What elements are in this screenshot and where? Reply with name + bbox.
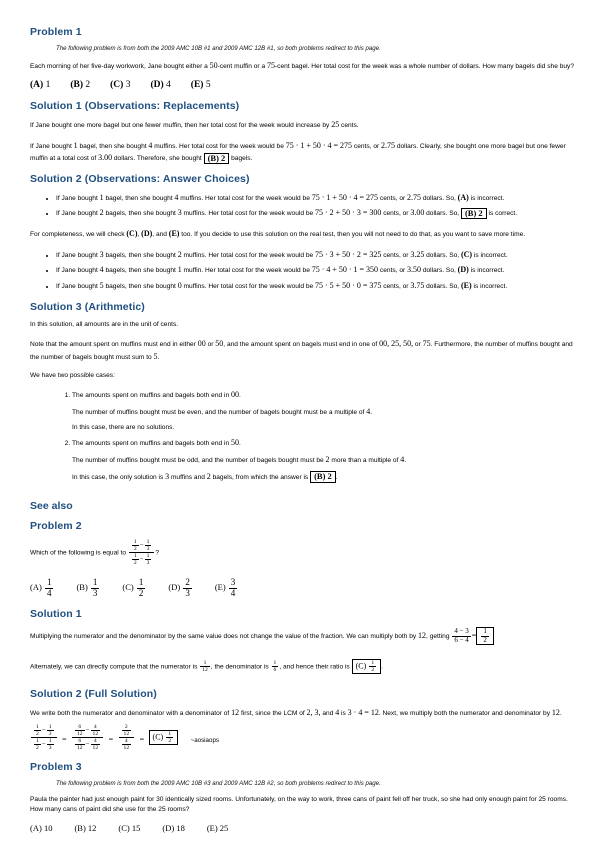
s3-c2-p1v1: 2	[325, 455, 330, 465]
p3-choice-b-value: 12	[87, 823, 97, 834]
s3-l2-v1: 00	[197, 339, 206, 349]
p2s1-eq: =	[471, 631, 477, 641]
p2s2-t2-nf2: $\frac{4}{12}$	[92, 723, 99, 737]
s3-l2-v4: 75	[422, 339, 431, 349]
s2-b1-d: cents, or	[381, 210, 411, 218]
s1-l2-d: cents, or	[352, 142, 382, 150]
choice-e	[191, 80, 211, 90]
s1-l2-eq: 75 · 1 + 50 · 4 = 275	[285, 140, 353, 150]
s3-c2-head-b: .	[238, 440, 241, 448]
p2s1-l1b: , getting	[426, 633, 452, 641]
s2-mid-c: (C)	[126, 229, 138, 239]
s2-c1-e: dollars. So,	[421, 267, 458, 275]
p2s1-l2b: , the denominator is	[210, 663, 271, 671]
s2-c0-b: bagels, then she bought	[103, 251, 178, 259]
p2s2-eq3: =	[139, 734, 145, 744]
p2s2-t1-nf2: $\frac{1}{3}$	[48, 723, 52, 737]
s3-case2-p2	[72, 471, 582, 484]
choice-e-value: 5	[205, 80, 211, 91]
s2-c1-b: bagels, then she bought	[103, 267, 178, 275]
p2s1-answer-frac: $\frac{1}{2}$	[483, 627, 487, 644]
s2-c1-n1: 4	[99, 265, 104, 275]
p2s2-eq1: =	[62, 734, 67, 744]
s2-c2-eq: 75 · 5 + 50 · 0 = 375	[315, 281, 382, 291]
s3-case1-p2: In this case, there are no solutions.	[72, 423, 175, 431]
p2-choice-b-frac: $\frac{1}{3}$	[92, 576, 98, 598]
p2-cfrac-den-f2: $\frac{1}{3}$	[146, 552, 150, 566]
s2-c0-e: dollars. So,	[424, 251, 461, 259]
p3-choice-a	[30, 823, 52, 833]
s3-l2-f: .	[157, 353, 160, 361]
p2s2-l1c: and	[320, 710, 336, 718]
choice-c	[110, 80, 130, 90]
p2-choice-a	[30, 578, 54, 598]
list-item	[56, 280, 582, 293]
choice-b-label: (B)	[70, 80, 83, 91]
s3-l2-v5: 5	[153, 351, 158, 361]
s3-c2-head-a: The amounts spent on muffins and bagels both end in	[72, 440, 231, 448]
p2-cfrac-num	[129, 539, 155, 552]
s2-c0-n1: 3	[99, 249, 104, 259]
s3-c2-p2v2: 2	[206, 471, 211, 481]
p2-choice-b-label: (B)	[76, 581, 88, 592]
s2-c1-f: is incorrect.	[468, 267, 505, 275]
s2-b0-n2: 4	[174, 192, 179, 202]
s3-c2-p1c: .	[404, 457, 407, 465]
choice-a	[30, 80, 50, 90]
s1-increase: 25	[331, 120, 340, 130]
s3-c1-head-a: The amounts spent on muffins and bagels both end in	[72, 392, 231, 400]
s2-c1-a: If Jane bought	[56, 267, 100, 275]
s2-c1-d: cents, or	[378, 267, 408, 275]
problem-2-choices	[30, 578, 582, 598]
p2s2-t1: $\frac{1}{2}$ − $\frac{1}{3}$ $\frac{1}{2}$ − $\frac{1}{3}$	[31, 724, 57, 751]
solution-1-line-2	[30, 140, 582, 165]
s2-mid-6: too. If you decide to use this solution on the real test, then you will not need to do that, as you want to save more time.	[179, 231, 526, 239]
s3-c2-p1b: more than a multiple of	[329, 457, 401, 465]
p2-choice-b	[76, 578, 100, 598]
s2-b0-ans: (A)	[457, 192, 469, 202]
p2s1-l2c: , and hence their ratio is	[279, 663, 352, 671]
p2s1-l1a: Multiplying the numerator and the denominator by the same value does not change the value of the fraction. We can multiply both by	[30, 633, 419, 641]
p2s2-t2-df2: $\frac{4}{12}$	[92, 737, 99, 751]
p2s2-answer-box	[149, 730, 179, 745]
s2-c2-n2: 0	[177, 281, 182, 291]
p2s1-l2a: Alternately, we can directly compute that the numerator is	[30, 663, 200, 671]
solution-3-line-3: We have two possible cases:	[30, 371, 115, 379]
s3-l2-e: . Furthermore, the number of muffins bought and the number of bagels bought must sum to	[30, 341, 573, 361]
problem-1-statement	[30, 60, 582, 72]
s2-b0-c: muffins. Her total cost for the week would be	[178, 194, 312, 202]
p2s2-l1v4: 3 · 4 = 12	[347, 708, 379, 718]
solution-2-bullets-first	[30, 192, 582, 221]
p3-choice-b-label: (B)	[74, 823, 86, 834]
s2-b1-b: bagels, then she bought	[103, 210, 178, 218]
p2-choice-c	[122, 578, 146, 598]
p3-choice-e-label: (E)	[206, 823, 218, 834]
s2-b1-n1: 2	[99, 208, 104, 218]
problem-3-heading: Problem 3	[30, 760, 82, 773]
p2-choice-e-label: (E)	[214, 581, 226, 592]
s2-b1-eq: 75 · 2 + 50 · 3 = 300	[315, 208, 382, 218]
p2-cfrac	[129, 539, 155, 566]
p2s2-credit: ~aosiaops	[190, 736, 219, 744]
s3-c1-p1b: .	[370, 408, 373, 416]
s2-b0-eq: 75 · 1 + 50 · 4 = 275	[311, 192, 379, 202]
s2-c0-eq: 75 · 3 + 50 · 2 = 325	[315, 249, 382, 259]
s3-c2-head-v: 50	[230, 438, 239, 448]
s2-c1-c: muffin. Her total cost for the week would be	[181, 267, 312, 275]
list-item	[72, 389, 582, 433]
s2-b0-dollars: 2.75	[407, 192, 422, 202]
p3-choice-a-value: 10	[43, 823, 53, 834]
s2-c2-c: muffins. Her total cost for the week would be	[181, 283, 315, 291]
solution-1-heading: Solution 1 (Observations: Replacements)	[30, 100, 240, 113]
solution-3-line-2	[30, 338, 582, 363]
s3-l2-a: Note that the amount spent on muffins must end in either	[30, 341, 198, 349]
choice-a-label: (A)	[30, 80, 44, 91]
p2-solution-2-equation	[30, 724, 582, 751]
s3-answer-box: (B) 2	[310, 471, 336, 483]
s2-mid-4: , and	[152, 231, 169, 239]
s1-l2-a: If Jane bought	[30, 142, 74, 150]
s2-b0-a: If Jane bought	[56, 194, 100, 202]
solution-3-cases	[30, 389, 582, 484]
s2-c2-n1: 5	[99, 281, 104, 291]
s3-case1-p1	[72, 406, 582, 419]
s2-c0-f: is incorrect.	[472, 251, 508, 259]
p2-choice-e	[215, 578, 238, 598]
s2-mid-0: For completeness, we will check	[30, 231, 127, 239]
s2-b0-f: is incorrect.	[468, 194, 505, 202]
p3-choice-c-value: 15	[131, 823, 141, 834]
p1-stmt-c: -cent bagel. Her total cost for the week was a whole number of dollars. How many bagels did she buy?	[274, 63, 575, 70]
p2s1-l1v: 12	[418, 631, 427, 641]
s3-c2-p2a: In this case, the only solution is	[72, 473, 166, 481]
p2s1-l2-ans-lab: (C)	[355, 661, 367, 671]
p2s2-t1-df1: $\frac{1}{2}$	[36, 737, 39, 751]
s1-l2-n1: 1	[73, 140, 78, 150]
p3-choice-c	[118, 823, 140, 833]
s1-l2-dollars: 2.75	[381, 140, 396, 150]
s3-c1-head-v: 00	[230, 390, 239, 400]
p2s2-l1b: first, since the LCM of	[239, 710, 307, 718]
list-item	[56, 249, 582, 262]
p2-solution-1-line-2	[30, 659, 582, 674]
s2-c0-n2: 2	[177, 249, 182, 259]
p3-choice-d-value: 18	[176, 823, 185, 834]
p2s2-ans-frac: $\frac{1}{2}$	[168, 730, 172, 744]
choice-d-value: 4	[166, 80, 171, 91]
s2-c2-f: is incorrect.	[471, 283, 508, 291]
p2s2-eq2: =	[108, 734, 114, 744]
solution-2-bullets-rest	[30, 249, 582, 293]
p3-choice-e	[207, 823, 228, 833]
choice-d	[150, 80, 170, 90]
s3-l2-v2: 50	[215, 339, 224, 349]
p2-choice-a-label: (A)	[30, 581, 42, 592]
s2-c1-eq: 75 · 4 + 50 · 1 = 350	[311, 265, 379, 275]
list-item	[56, 264, 582, 277]
s1-l1-b: cents.	[339, 122, 359, 130]
p2s2-t3	[119, 724, 135, 751]
s3-c2-p2v1: 3	[165, 471, 170, 481]
solution-3-line-1: In this solution, all amounts are in the unit of cents.	[30, 320, 179, 328]
p2-choice-a-frac: $\frac{1}{4}$	[46, 576, 52, 598]
p2s2-ans-lab: (C)	[152, 732, 164, 742]
p3-choice-e-value: 25	[219, 823, 229, 834]
p2s1-result-frac: $\frac{4 - 3}{6 - 4}$	[454, 627, 469, 644]
s2-b0-b: bagel, then she bought	[103, 194, 175, 202]
p2s1-l2-ans-frac: $\frac{1}{2}$	[371, 660, 375, 674]
p2-cfrac-num-minus: −	[139, 540, 144, 549]
s2-c0-ans: (C)	[460, 249, 473, 259]
p2-solution-1-heading: Solution 1	[30, 608, 82, 621]
p2s2-l1v5: 12	[551, 708, 560, 718]
s3-c1-p1v: 4	[366, 406, 371, 416]
p2-choice-c-label: (C)	[122, 581, 134, 592]
p2-cfrac-den-minus: −	[139, 554, 144, 563]
s3-c2-p2d: .	[335, 473, 338, 481]
s2-b1-dollars: 3.00	[410, 208, 425, 218]
p2-stmt: Which of the following is equal to	[30, 549, 127, 556]
p2s1-l2-f1: $\frac{1}{12}$	[202, 660, 208, 674]
p2s2-t2: $\frac{6}{12}$ − $\frac{4}{12}$ $\frac{6}{12}$ − $\frac{4}{12}$	[72, 724, 103, 751]
solution-1-line-1	[30, 119, 582, 131]
p2s2-l1v1: 12	[231, 708, 240, 718]
s1-l2-c: muffins. Her total cost for the week would be	[152, 142, 286, 150]
p1-muffin-cost: 50	[209, 61, 218, 70]
list-item	[56, 207, 582, 220]
s1-l2-total: 3.00	[98, 153, 113, 163]
s2-b1-answer-box: (B) 2	[461, 208, 487, 220]
p2-complex-fraction	[128, 539, 156, 566]
solution-2-middle	[30, 228, 582, 240]
p2s1-l2-answer-box	[352, 659, 382, 674]
choice-d-label: (D)	[150, 80, 164, 91]
s1-answer-box: (B) 2	[204, 153, 230, 165]
solution-3-heading: Solution 3 (Arithmetic)	[30, 300, 145, 313]
p3-choice-d-label: (D)	[162, 823, 175, 834]
s2-c2-ans: (E)	[460, 281, 472, 291]
s3-c2-p1a: The number of muffins bought must be odd, and the number of bagels bought must be	[72, 457, 326, 465]
s2-b1-a: If Jane bought	[56, 210, 100, 218]
choice-c-value: 3	[125, 80, 131, 91]
s3-c1-p1a: The number of muffins bought must be even, and the number of bagels bought must be a multiple of	[72, 408, 367, 416]
s2-c0-a: If Jane bought	[56, 251, 100, 259]
s2-c0-d: cents, or	[381, 251, 411, 259]
p3-choice-a-label: (A)	[30, 823, 42, 834]
p2s2-t3-nf: $\frac{2}{12}$	[123, 723, 130, 737]
p2-choice-e-frac: $\frac{3}{4}$	[230, 576, 236, 598]
s2-c1-n2: 1	[177, 265, 182, 275]
p2s2-t2-df1: $\frac{6}{12}$	[76, 737, 83, 751]
s2-mid-d: (D)	[141, 229, 153, 239]
problem-1-heading: Problem 1	[30, 26, 82, 38]
p3-choice-c-label: (C)	[118, 823, 130, 834]
see-also-heading: See also	[30, 499, 73, 512]
s2-c2-dollars: 3.75	[410, 281, 425, 291]
p2s1-answer-box	[476, 627, 494, 645]
choice-b-value: 2	[85, 80, 91, 91]
s2-c1-dollars: 3.50	[407, 265, 422, 275]
p2-cfrac-num-f2: $\frac{1}{3}$	[146, 538, 150, 552]
s2-b0-e: dollars. So,	[421, 194, 458, 202]
p2s2-t2-nf1: $\frac{6}{12}$	[76, 723, 83, 737]
s2-c2-b: bagels, then she bought	[103, 283, 178, 291]
s3-c2-p1v2: 4	[400, 455, 405, 465]
s2-c2-e: dollars. So,	[424, 283, 461, 291]
p2s2-l1d: is	[339, 710, 348, 718]
s2-b0-n1: 1	[99, 192, 104, 202]
s1-l2-n2: 4	[148, 140, 153, 150]
s3-case2-p1	[72, 454, 582, 467]
p2s1-l2d: .	[381, 663, 383, 671]
s2-b0-d: cents, or	[378, 194, 408, 202]
p2s2-l1v3: 4	[335, 708, 340, 718]
s2-c1-ans: (D)	[457, 265, 469, 275]
p2-solution-2-heading: Solution 2 (Full Solution)	[30, 688, 157, 701]
s3-l2-c: , and the amount spent on bagels must end in one of	[223, 341, 380, 349]
p2-solution-1-line-1	[30, 627, 582, 645]
choice-a-value: 1	[45, 80, 51, 91]
p2s2-l1f: .	[559, 710, 562, 718]
s3-c1-head-b: .	[238, 392, 241, 400]
list-item	[56, 192, 582, 205]
s3-l2-v3: 00, 25, 50,	[379, 339, 414, 349]
p2-choice-c-frac: $\frac{1}{2}$	[138, 576, 144, 598]
s3-l2-b: or	[205, 341, 216, 349]
p2-cfrac-den	[129, 552, 155, 566]
s1-l1-a: If Jane bought one more bagel but one fewer muffin, then her total cost for the week would increase by	[30, 122, 332, 130]
s2-c0-dollars: 3.25	[410, 249, 425, 259]
problem-3-statement: Paula the painter had just enough paint for 30 identically sized rooms. Unfortunately, on the way to work, three cans of paint fell off her truck, so she had only enough paint for 25 rooms. How many cans of paint did she use for the 25 rooms?	[30, 795, 568, 814]
choice-e-label: (E)	[190, 80, 204, 91]
problem-3-source-note: The following problem is from both the 2009 AMC 10B #3 and 2009 AMC 12B #2, so both problems redirect to this page.	[56, 779, 381, 787]
p2-cfrac-den-f1: $\frac{1}{2}$	[133, 552, 137, 566]
p1-bagel-cost: 75	[266, 61, 275, 70]
p2s2-l1e: . Next, we multiply both the numerator and denominator by	[378, 710, 552, 718]
p2s2-l1a: We write both the numerator and denominator with a denominator of	[30, 710, 232, 718]
p3-choice-b	[74, 823, 96, 833]
p2-choice-d-label: (D)	[168, 581, 181, 592]
choice-c-label: (C)	[110, 80, 124, 91]
p2-choice-d-frac: $\frac{2}{3}$	[185, 576, 190, 598]
s1-l2-g: bagels.	[229, 155, 253, 163]
p2s2-t1-nf1: $\frac{1}{2}$	[36, 723, 39, 737]
p2s1-l2-f2: $\frac{1}{6}$	[273, 660, 277, 674]
s2-b1-c: muffins. Her total cost for the week would be	[181, 210, 315, 218]
p2s2-t1-df2: $\frac{1}{3}$	[48, 737, 52, 751]
s3-c2-p2c: bagels, from which the answer is	[210, 473, 311, 481]
s2-mid-e: (E)	[168, 229, 180, 239]
p1-stmt-a: Each morning of her five-day workwork, Jane bought either a	[30, 63, 210, 70]
problem-2-heading: Problem 2	[30, 519, 82, 532]
p2-choice-d	[168, 578, 192, 598]
p1-stmt-b: -cent muffin or a	[217, 63, 267, 70]
s2-b1-f: is correct.	[486, 210, 518, 218]
s3-l2-d: or	[413, 341, 423, 349]
choice-b	[70, 80, 90, 90]
solution-2-heading: Solution 2 (Observations: Answer Choices)	[30, 172, 250, 185]
p2s2-l1v2: 2, 3,	[306, 708, 321, 718]
problem-1-source-note: The following problem is from both the 2009 AMC 10B #1 and 2009 AMC 12B #1, so both problems redirect to this page.	[56, 45, 381, 52]
s1-l2-b: bagel, then she bought	[77, 142, 149, 150]
s2-mid-2: ,	[137, 231, 142, 239]
problem-1-choices	[30, 80, 582, 90]
s2-b1-n2: 3	[177, 208, 182, 218]
s1-l2-f: dollars. Therefore, she bought	[112, 155, 204, 163]
p3-choice-d	[162, 823, 184, 833]
problem-2-statement	[30, 539, 582, 566]
p2-solution-2-line-1	[30, 707, 582, 719]
s2-b1-e: dollars. So,	[424, 210, 461, 218]
p2-stmt-end: ?	[155, 549, 160, 556]
s2-c0-c: muffins. Her total cost for the week would be	[181, 251, 315, 259]
s2-c2-a: If Jane bought	[56, 283, 100, 291]
s3-c2-p2b: muffins and	[169, 473, 207, 481]
p2s2-t3-df: $\frac{4}{12}$	[123, 737, 130, 751]
problem-3-choices	[30, 823, 582, 833]
s1-l2-e: dollars. Clearly, she bought one more bagel but one fewer muffin at a total cost of	[30, 142, 566, 163]
s2-c2-d: cents, or	[381, 283, 411, 291]
list-item	[72, 437, 582, 483]
p2-cfrac-num-f1: $\frac{1}{2}$	[133, 538, 137, 552]
